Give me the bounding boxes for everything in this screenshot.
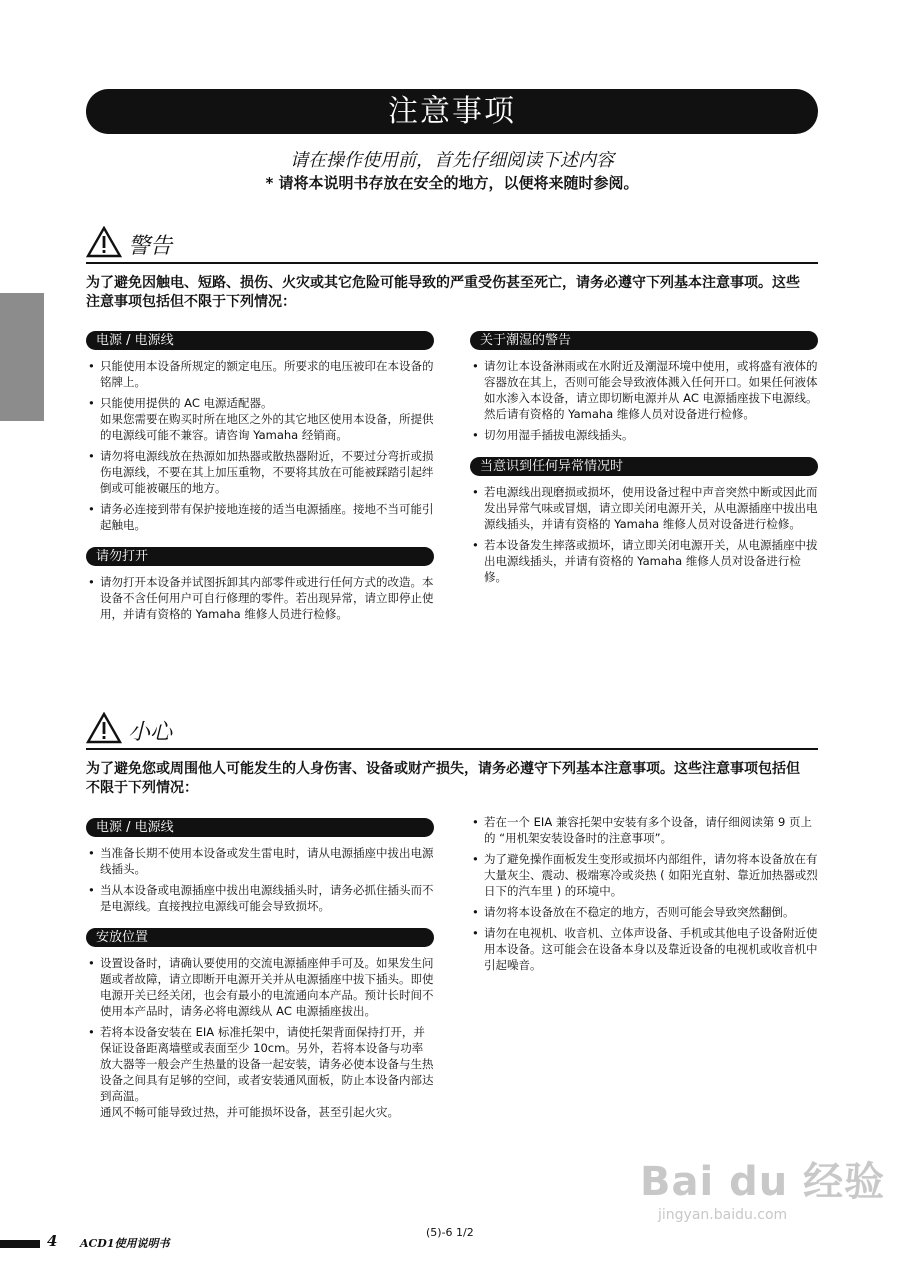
list-item: • 若将本设备安装在 EIA 标准托架中，请使托架背面保持打开，并保证设备距离墙壁或表面至少 10cm。另外，若将本设备与功率放大器等一般会产生热量的设备一起安装，请务必使本设备与生热设备之间具有足够的空间，或者安装通风面板，防止本设备内部达到高温。 通风不畅可能导致过热，并可能损坏设备，甚至引起火灾。 xyxy=(86,1024,434,1120)
warning-intro: 为了避免因触电、短路、损伤、火灾或其它危险可能导致的严重受伤甚至死亡，请务必遵守下列基本注意事项。这些注意事项包括但不限于下列情况： xyxy=(86,275,800,310)
list-item: • 只能使用本设备所规定的额定电压。所要求的电压被印在本设备的铭牌上。 xyxy=(86,358,434,390)
list-item: • 请勿将本设备放在不稳定的地方，否则可能会导致突然翻倒。 xyxy=(470,904,818,920)
caution-right-column xyxy=(470,814,818,978)
section-pill: 安放位置 xyxy=(86,928,434,947)
list-item: • 若电源线出现磨损或损坏，使用设备过程中声音突然中断或因此而发出异常气味或冒烟，请立即关闭电源开关，从电源插座中拔出电源线插头，并请有资格的 Yamaha 维修人员对设备进行检修。 xyxy=(470,484,818,532)
list-item: • 设置设备时，请确认要使用的交流电源插座伸手可及。如果发生问题或者故障，请立即断开电源开关并从电源插座中拔下插头。即使电源开关已经关闭，也会有最小的电流通向本产品。预计长时间不使用本产品时，请务必将电源线从 AC 电源插座拔出。 xyxy=(86,955,434,1019)
watermark xyxy=(640,1150,885,1223)
warning-heading xyxy=(86,222,818,264)
section-pill: 电源 / 电源线 xyxy=(86,818,434,837)
item-list xyxy=(86,358,434,533)
list-item: • 请勿将电源线放在热源如加热器或散热器附近，不要过分弯折或损伤电源线，不要在其上加压重物，不要将其放在可能被踩踏引起绊倒或可能被碾压的地方。 xyxy=(86,448,434,496)
warning-left-column xyxy=(86,331,434,627)
caution-triangle-icon xyxy=(86,712,122,744)
section-pill: 电源 / 电源线 xyxy=(86,331,434,350)
section-pill: 请勿打开 xyxy=(86,547,434,566)
page-subtitle: 请在操作使用前，首先仔细阅读下述内容 xyxy=(290,150,614,171)
page-number: 4 xyxy=(47,1232,58,1250)
warning-triangle-icon xyxy=(86,226,122,258)
page-code: (5)-6 1/2 xyxy=(426,1226,474,1239)
item-list xyxy=(86,574,434,622)
list-item: • 请勿打开本设备并试图拆卸其内部零件或进行任何方式的改造。本设备不含任何用户可自行修理的零件。若出现异常，请立即停止使用，并请有资格的 Yamaha 维修人员进行检修。 xyxy=(86,574,434,622)
item-list xyxy=(86,845,434,914)
list-item: • 只能使用提供的 AC 电源适配器。 如果您需要在购买时所在地区之外的其它地区使用本设备，所提供的电源线可能不兼容。请咨询 Yamaha 经销商。 xyxy=(86,395,434,443)
warning-right-column xyxy=(470,331,818,590)
list-item: • 切勿用湿手插拔电源线插头。 xyxy=(470,427,818,443)
watermark-brand: Bai du 经验 xyxy=(640,1159,886,1205)
caution-left-column xyxy=(86,818,434,1125)
caution-intro: 为了避免您或周围他人可能发生的人身伤害、设备或财产损失，请务必遵守下列基本注意事项。这些注意事项包括但不限于下列情况： xyxy=(86,761,800,796)
list-item: • 若在一个 EIA 兼容托架中安装有多个设备，请仔细阅读第 9 页上的 “用机架安装设备时的注意事项”。 xyxy=(470,814,818,846)
item-list xyxy=(470,484,818,585)
list-item: • 当准备长期不使用本设备或发生雷电时，请从电源插座中拔出电源线插头。 xyxy=(86,845,434,877)
list-item: • 请务必连接到带有保护接地连接的适当电源插座。接地不当可能引起触电。 xyxy=(86,501,434,533)
section-pill: 关于潮湿的警告 xyxy=(470,331,818,350)
item-list xyxy=(470,358,818,443)
list-item: • 请勿在电视机、收音机、立体声设备、手机或其他电子设备附近使用本设备。这可能会在设备本身以及靠近设备的电视机或收音机中引起噪音。 xyxy=(470,925,818,973)
list-item: • 若本设备发生摔落或损坏，请立即关闭电源开关，从电源插座中拔出电源线插头，并请有资格的 Yamaha 维修人员对设备进行检修。 xyxy=(470,537,818,585)
item-list xyxy=(470,814,818,973)
warning-label: 警告 xyxy=(128,234,173,259)
list-item: • 请勿让本设备淋雨或在水附近及潮湿环境中使用，或将盛有液体的容器放在其上，否则可能会导致液体溅入任何开口。如果任何液体如水渗入本设备，请立即切断电源并从 AC 电源插座拔下电源线。然后请有资格的 Yamaha 维修人员对设备进行检修。 xyxy=(470,358,818,422)
caution-heading xyxy=(86,708,818,750)
page-title: 注意事项 xyxy=(86,89,818,134)
item-list xyxy=(86,955,434,1120)
caution-label: 小心 xyxy=(128,720,173,745)
section-pill: 当意识到任何异常情况时 xyxy=(470,457,818,476)
footer-bar xyxy=(0,1240,40,1248)
list-item: • 为了避免操作面板发生变形或损坏内部组件，请勿将本设备放在有大量灰尘、震动、极端寒冷或炎热 ( 如阳光直射、靠近加热器或烈日下的汽车里 ) 的环境中。 xyxy=(470,851,818,899)
manual-name: ACD1使用说明书 xyxy=(80,1237,170,1250)
watermark-url: jingyan.baidu.com xyxy=(658,1207,788,1223)
list-item: • 当从本设备或电源插座中拔出电源线插头时，请务必抓住插头而不是电源线。直接拽拉电源线可能会导致损坏。 xyxy=(86,882,434,914)
side-tab xyxy=(0,293,44,421)
storage-note: * 请将本说明书存放在安全的地方，以便将来随时参阅。 xyxy=(265,174,639,192)
